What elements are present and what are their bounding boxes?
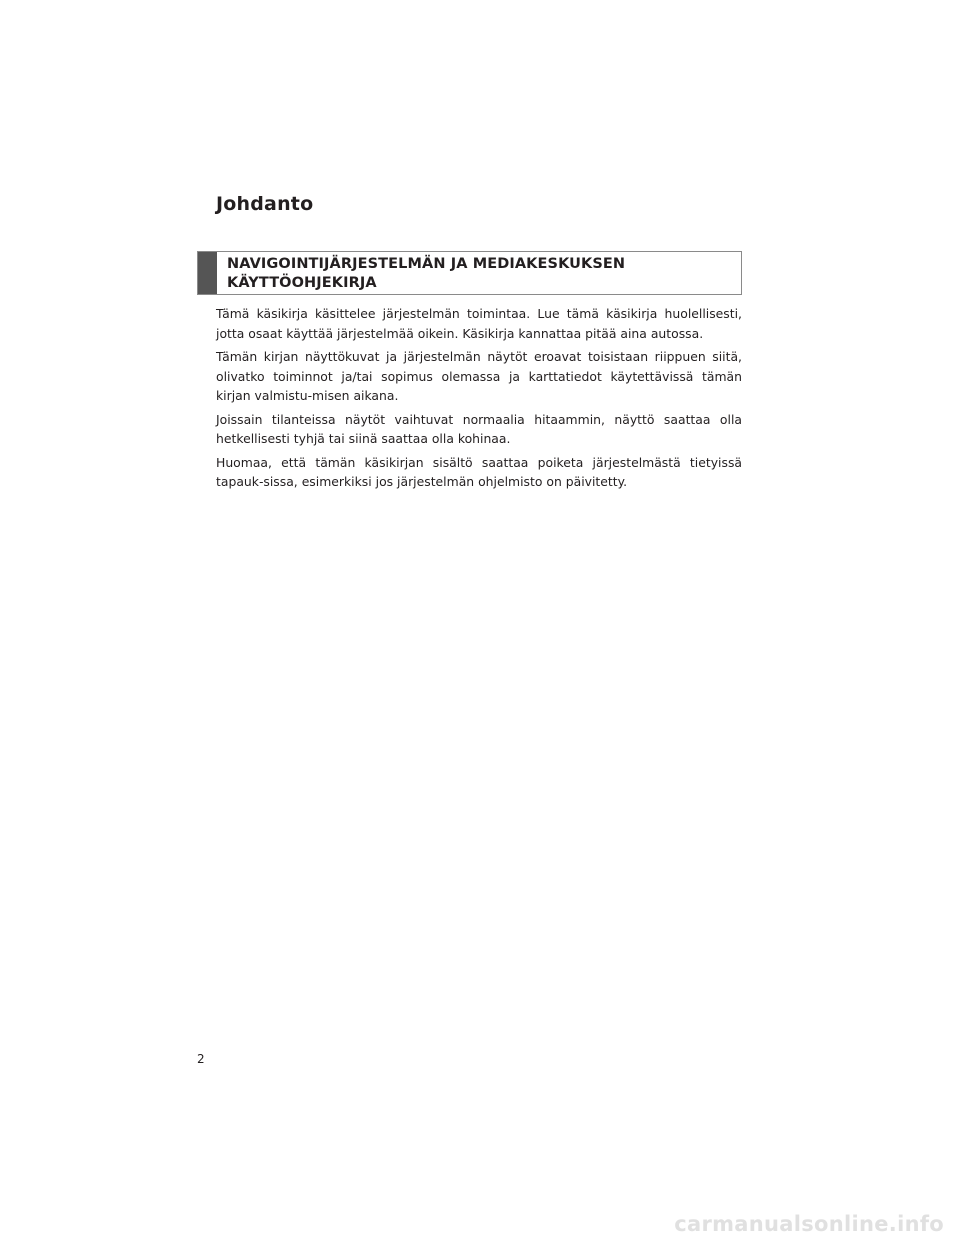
paragraph-4: Huomaa, että tämän käsikirjan sisältö saattaa poiketa järjestelmästä tietyissä tapauk-sissa, esimerkiksi jos järjestelmän ohjelmisto on päivitetty. bbox=[216, 454, 742, 489]
section-header-bar bbox=[198, 252, 217, 294]
section-heading-line-1: NAVIGOINTIJÄRJESTELMÄN JA MEDIAKESKUKSEN bbox=[227, 256, 626, 272]
watermark-link[interactable]: carmanualsonline.info bbox=[674, 1212, 944, 1236]
body-text bbox=[216, 304, 742, 496]
section-heading-line-2: KÄYTTÖOHJEKIRJA bbox=[227, 275, 377, 291]
page-title: Johdanto bbox=[216, 193, 314, 215]
section-header bbox=[197, 251, 742, 295]
paragraph-2: Tämän kirjan näyttökuvat ja järjestelmän näytöt eroavat toisistaan riippuen siitä, olivatko toiminnot ja/tai sopimus olemassa ja karttatiedot käytettävissä tämän kirjan valmistu-misen aikana. bbox=[216, 349, 742, 403]
page-number: 2 bbox=[197, 1052, 205, 1066]
paragraph-1: Tämä käsikirja käsittelee järjestelmän toimintaa. Lue tämä käsikirja huolellisesti, jotta osaat käyttää järjestelmää oikein. Käsikirja kannattaa pitää aina autossa. bbox=[216, 306, 742, 341]
section-heading bbox=[217, 252, 625, 294]
paragraph-3: Joissain tilanteissa näytöt vaihtuvat normaalia hitaammin, näyttö saattaa olla hetkellisesti tyhjä tai siinä saattaa olla kohinaa. bbox=[216, 411, 742, 446]
